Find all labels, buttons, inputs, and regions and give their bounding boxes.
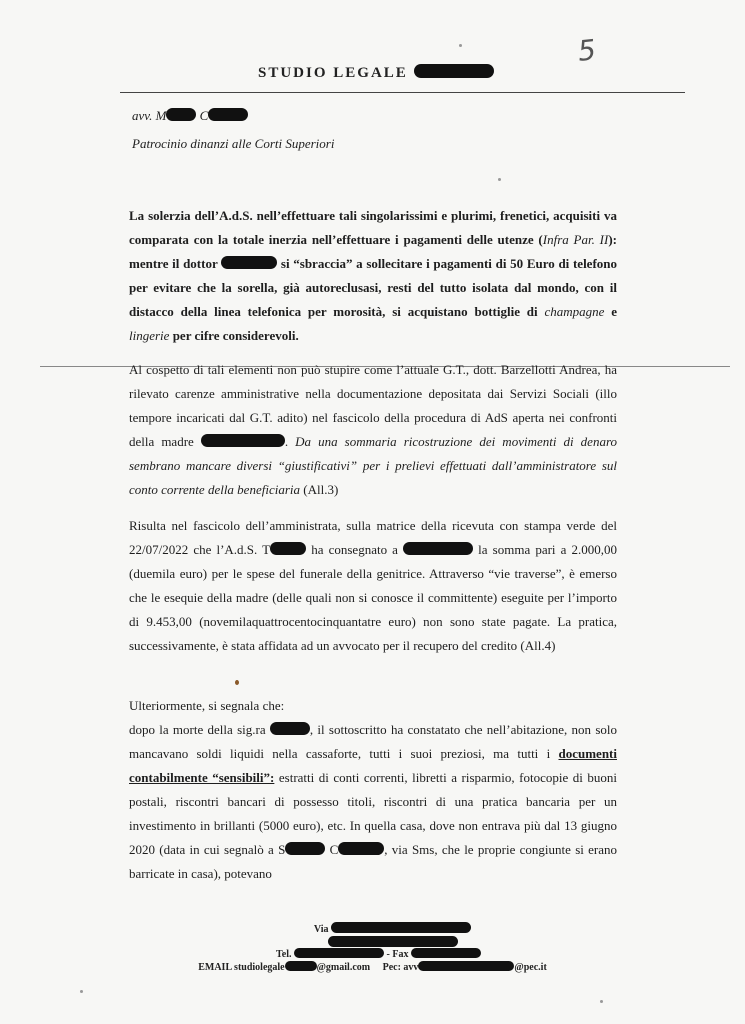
footer-address: Via [20, 922, 745, 935]
paragraph-3: Risulta nel fascicolo dell’amministrata, sulla matrice della ricevuta con stampa verde del 22/07/2022 che l’A.d.S. T ha consegnato a la somma pari a 2.000,00 (duemila euro) per le spese del funerale della genitrice. Attraverso “vie traverse”, è emerso che le esequie della madre (delle quali non si conosce il committente) eseguite per l’importo di 9.453,00 (novemilaquattrocentocinquantatre euro) non sono state pagate. La pratica, successivamente, è stata affidata ad un avvocato per il recupero del credito (All.4) [129, 518, 618, 653]
redaction [294, 948, 384, 958]
redaction [418, 961, 514, 971]
underlined-phrase: documenti contabilmente “sensibili”: [129, 746, 617, 785]
redaction [328, 936, 458, 947]
firm-name: STUDIO LEGALE [258, 65, 408, 81]
paragraph-4: dopo la morte della sig.ra , il sottoscritto ha constatato che nell’abitazione, non solo mancavano soldi liquidi nella cassaforte, tutti i suoi preziosi, ma tutti i documenti contabilmente “sensibili”: estratti di conti correnti, libretti a risparmio, fotocopie di buoni postali, riscontri bancari di possesso titoli, riscontri di una pratica bancaria per un investimento in brillanti (5000 euro), etc. In quella casa, dove non entrava più dal 13 giugno 2020 (data in cui segnalò a S C , via Sms, che le proprie congiunte si erano barricate in casa), potevano [129, 722, 618, 881]
redaction [403, 542, 473, 555]
redaction [331, 922, 471, 933]
lawyer-name: avv. M C [132, 108, 248, 124]
header-divider [120, 92, 685, 93]
redaction [201, 434, 285, 447]
redaction [414, 64, 494, 78]
redaction [270, 542, 306, 555]
footer-phone: Tel. - Fax [6, 948, 745, 960]
scan-speck [80, 990, 83, 993]
redaction [270, 722, 310, 735]
scan-speck [459, 44, 462, 47]
subtitle: Patrocinio dinanzi alle Corti Superiori [132, 136, 335, 151]
redaction [166, 108, 196, 121]
redaction [338, 842, 384, 855]
scan-speck [498, 178, 501, 181]
redaction [411, 948, 481, 958]
redaction [285, 961, 317, 971]
scan-speck [235, 680, 239, 685]
paragraph-4-intro: Ulteriormente, si segnala che: [129, 698, 285, 713]
scan-speck [600, 1000, 603, 1003]
redaction [208, 108, 248, 121]
paragraph-2: Al cospetto di tali elementi non può stupire come l’attuale G.T., dott. Barzellotti Andrea, ha rilevato carenze amministrative nella documentazione depositata dai Servizi Sociali (illo tempore incaricati dal G.T. adito) nel fascicolo della procedura di AdS aperta nei confronti della madre . Da una sommaria ricostruzione dei movimenti di denaro sembrano mancare diversi “giustificativi” per i prelievi effettuati dall’amministratore sul conto corrente della beneficiaria (All.3) [129, 362, 618, 497]
footer-email: EMAIL studiolegale @gmail.com Pec: avv @pec.it [198, 962, 547, 973]
letterhead-title [258, 64, 494, 82]
handwritten-page-number: 5 [576, 33, 598, 68]
redaction [221, 256, 277, 269]
paragraph-1: La solerzia dell’A.d.S. nell’effettuare tali singolarissimi e plurimi, frenetici, acquisiti va comparata con la totale inerzia nell’effettuare i pagamenti delle utenze (Infra Par. II): mentre il dottor si “sbraccia” a sollecitare i pagamenti di 50 Euro di telefono per evitare che la sorella, già autoreclusasi, resti del tutto isolata dal mondo, con il distacco della linea telefonica per morosità, si acquistano bottiglie di champagne e lingerie per cifre considerevoli. [129, 208, 618, 343]
redaction [285, 842, 325, 855]
